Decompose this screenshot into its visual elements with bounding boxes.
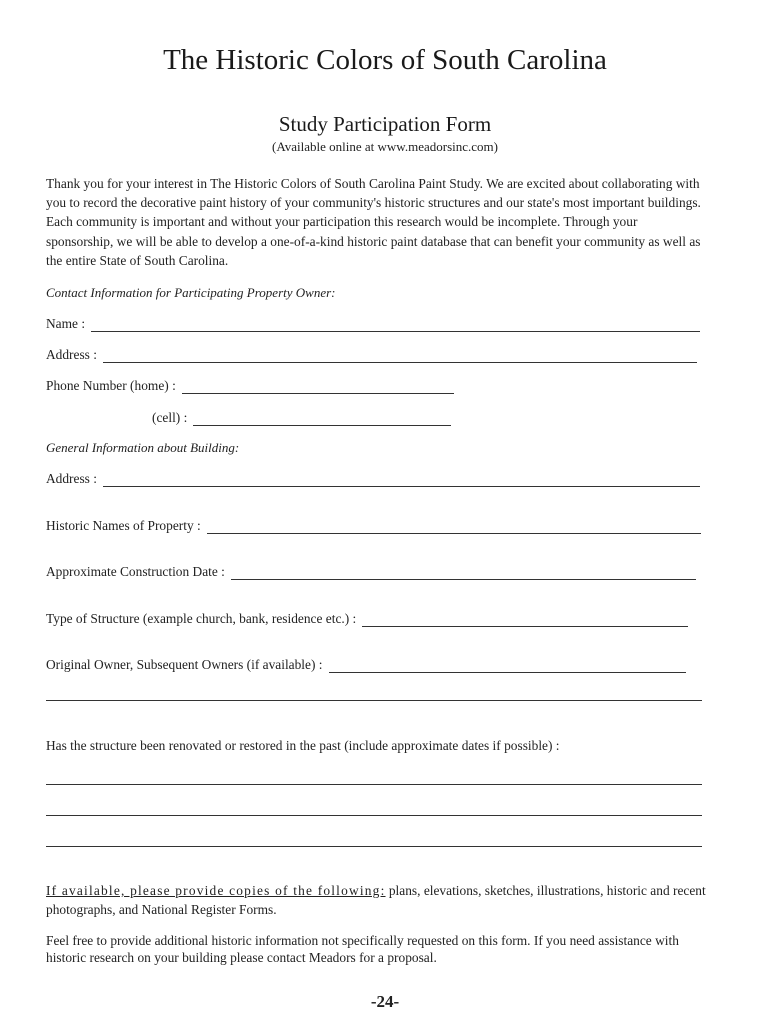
phone-home-row: [46, 376, 454, 394]
page-title: The Historic Colors of South Carolina: [163, 44, 607, 76]
renovated-label: Has the structure been renovated or restored in the past (include approximate dates if possible) :: [46, 738, 560, 753]
construction-date-row: [46, 562, 696, 580]
historic-names-label: Historic Names of Property :: [46, 518, 201, 533]
building-address-label: Address :: [46, 471, 97, 486]
page-number: -24-: [370, 992, 400, 1011]
renovated-line-1[interactable]: [46, 784, 702, 785]
phone-cell-label: (cell) :: [152, 410, 188, 425]
copies-rest: plans, elevations, sketches, illustrations, historic and recent photographs, and National Register Forms.: [46, 883, 706, 917]
building-section-heading: General Information about Building:: [46, 440, 240, 455]
renovated-line-3[interactable]: [46, 846, 702, 847]
phone-home-label: Phone Number (home) :: [46, 378, 176, 393]
owner-name-label: Name :: [46, 316, 86, 331]
building-address-row: [46, 469, 700, 487]
copies-lead: If available, please provide copies of the following:: [46, 883, 386, 898]
structure-type-row: [46, 609, 688, 627]
renovated-line-2[interactable]: [46, 815, 702, 816]
structure-type-label: Type of Structure (example church, bank, residence etc.) :: [46, 611, 357, 626]
historic-names-field[interactable]: [207, 520, 701, 534]
availability-note: (Available online at www.meadorsinc.com): [272, 139, 498, 154]
owner-name-field[interactable]: [91, 318, 700, 332]
renovated-row: [46, 736, 726, 754]
owners-row: [46, 655, 686, 673]
phone-cell-field[interactable]: [193, 412, 451, 426]
owner-name-row: [46, 314, 700, 332]
form-subtitle: Study Participation Form: [278, 112, 492, 136]
owner-address-label: Address :: [46, 347, 97, 362]
owner-address-row: [46, 345, 697, 363]
owner-section-heading: Contact Information for Participating Property Owner:: [46, 285, 336, 300]
construction-date-label: Approximate Construction Date :: [46, 564, 225, 579]
owners-field[interactable]: [329, 659, 687, 673]
owners-extra-line[interactable]: [46, 700, 702, 701]
phone-cell-row: [152, 408, 451, 426]
historic-names-row: [46, 516, 701, 534]
structure-type-field[interactable]: [362, 613, 688, 627]
owners-label: Original Owner, Subsequent Owners (if available) :: [46, 657, 323, 672]
owner-address-field[interactable]: [103, 349, 697, 363]
construction-date-field[interactable]: [231, 566, 696, 580]
intro-paragraph: Thank you for your interest in The Historic Colors of South Carolina Paint Study. We are excited about collaborating with you to record the decorative paint history of your community's historic structures and our state's most important buildings. Each community is important and without your participation this research would be incomplete. Through your sponsorship, we will be able to develop a one-of-a-kind historic paint database that can benefit your community as well as the entire State of South Carolina.: [46, 176, 701, 268]
closing-paragraph: Feel free to provide additional historic information not specifically requested on this form. If you need assistance with historic research on your building please contact Meadors for a proposal.: [46, 933, 679, 965]
building-address-field[interactable]: [103, 473, 700, 487]
phone-home-field[interactable]: [182, 380, 454, 394]
copies-paragraph: [46, 881, 711, 919]
